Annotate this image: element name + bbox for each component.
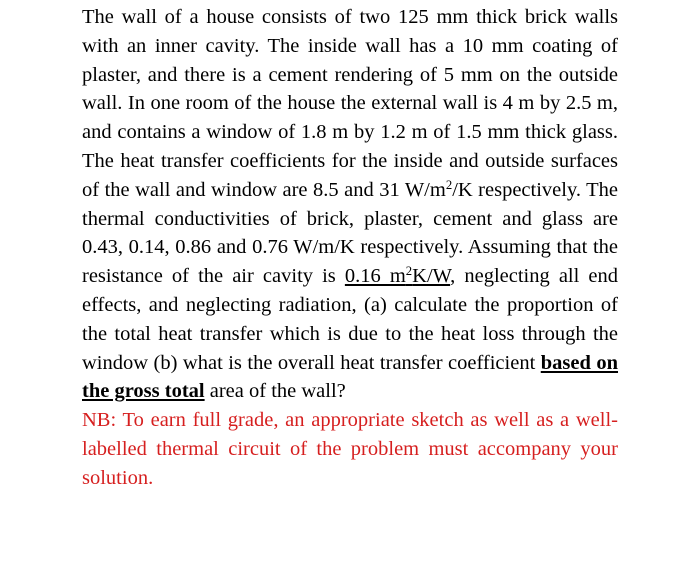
problem-text-part-3: , neglecting all end effects, and neglecting radiation, (a) calculate the proportion of the total heat transfer which is due to the heat loss through the window (b) what is the overall heat transfer coefficient — [82, 265, 618, 374]
superscript-2: 2 — [405, 264, 413, 279]
superscript-2: 2 — [445, 177, 453, 192]
problem-statement — [82, 3, 618, 493]
grading-note: NB: To earn full grade, an appropriate sketch as well as a well-labelled thermal circuit of the problem must accompany your solution. — [82, 409, 618, 489]
problem-text-part-2: /K respectively. The thermal conductivities of brick, plaster, cement and glass are 0.43, 0.14, 0.86 and 0.76 W/m/K respectively. Assuming that the resistance of the air cavity is — [82, 178, 618, 288]
problem-text-part-4: area of the wall? — [204, 380, 346, 403]
cavity-resistance-value: 0.16 $m^2K/W$ — [344, 264, 451, 288]
problem-paragraph — [82, 3, 618, 406]
emphasis-gross-total: based on the gross total — [82, 351, 619, 403]
problem-text-part-1: The wall of a house consists of two 125 mm thick brick walls with an inner cavity. The inside wall has a 10 mm coating of plaster, and there is a cement rendering of 5 mm on the outside wall. In one room of the house the external wall is 4 m by 2.5 m, and contains a window of 1.8 m by 1.2 m of 1.5 mm thick glass. The heat transfer coefficients for the inside and outside surfaces of the wall and window are 8.5 and 31 W/m — [82, 6, 618, 201]
